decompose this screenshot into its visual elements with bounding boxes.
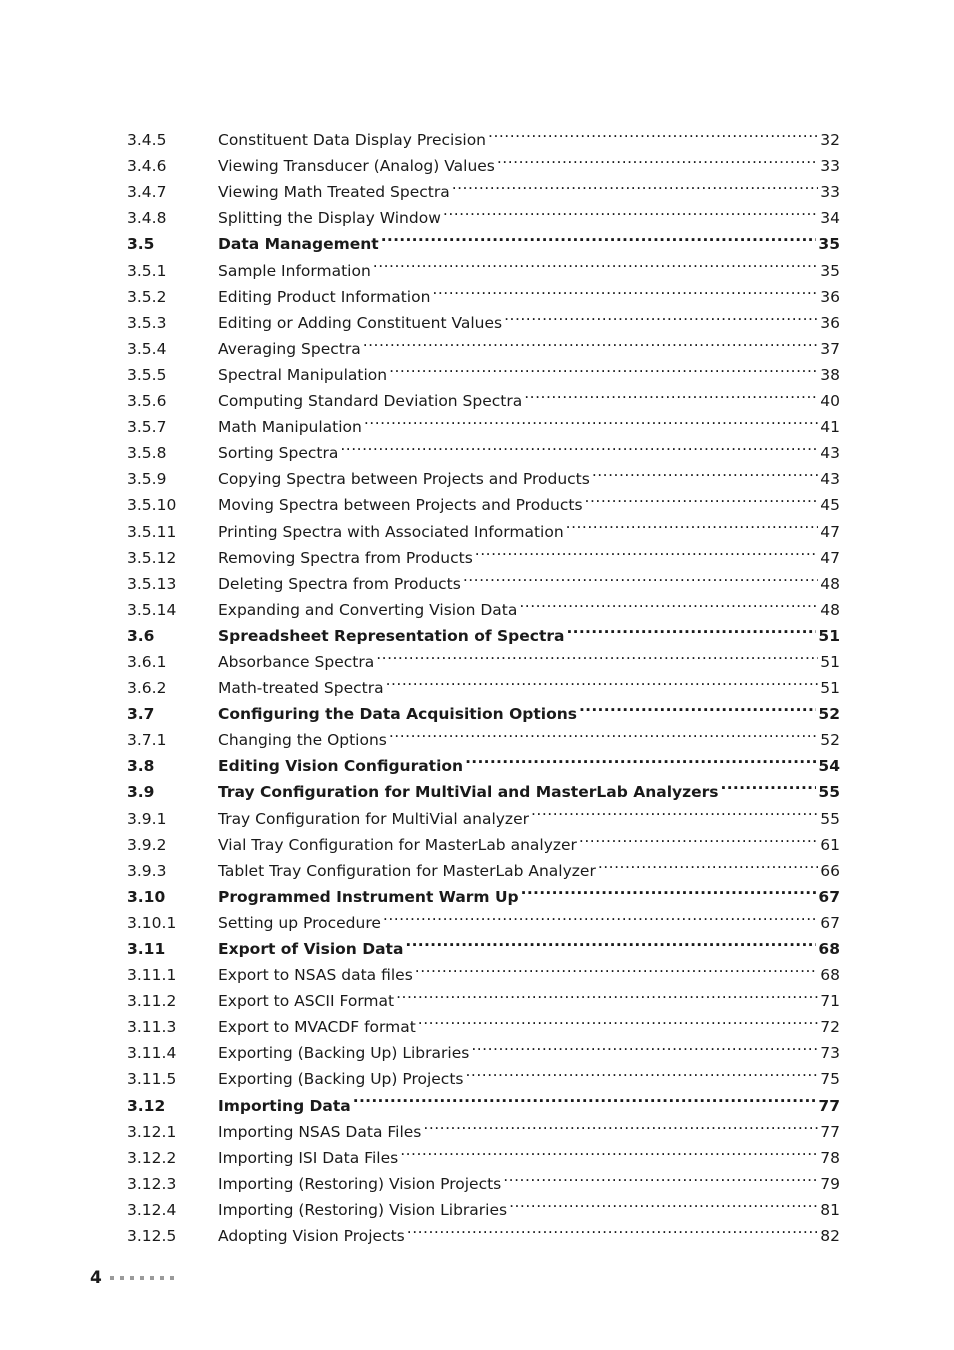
toc-section-number: 3.11 (127, 940, 166, 958)
toc-entry-title: Constituent Data Display Precision (218, 131, 487, 150)
toc-section-number: 3.6.1 (127, 652, 167, 671)
toc-entry-title: Viewing Math Treated Spectra (218, 183, 450, 202)
toc-page-number: 66 (820, 861, 840, 880)
toc-page-number: 54 (818, 757, 840, 776)
toc-page-number: 71 (820, 992, 840, 1011)
toc-entry-title: Adopting Vision Projects (218, 1227, 405, 1246)
toc-row (127, 119, 840, 150)
toc-section-number: 3.11.1 (127, 966, 177, 985)
toc-entry-title: Importing ISI Data Files (218, 1148, 399, 1167)
toc-dot-leader (383, 902, 818, 928)
toc-page-number: 35 (820, 261, 840, 280)
toc-dot-leader (423, 1111, 818, 1137)
toc-page-number: 40 (820, 392, 840, 411)
toc-entry-title: Printing Spectra with Associated Information (218, 522, 564, 541)
toc-dot-leader (353, 1084, 817, 1110)
toc-dot-leader (386, 667, 819, 693)
toc-section-number: 3.5.4 (127, 339, 167, 358)
toc-section-number: 3.5.9 (127, 470, 167, 489)
toc-section-number: 3.9 (127, 783, 155, 802)
toc-dot-leader (373, 249, 818, 275)
toc-section-number: 3.12 (127, 1096, 166, 1115)
footer-dots-decoration (110, 1276, 174, 1280)
toc-section-number: 3.12.1 (127, 1122, 177, 1141)
toc-dot-leader (497, 145, 818, 171)
toc-entry-title: Vial Tray Configuration for MasterLab analyzer (218, 835, 577, 854)
toc-entry-title: Export to MVACDF format (218, 1018, 416, 1037)
toc-entry-title: Math-treated Spectra (218, 679, 384, 698)
toc-dot-leader (465, 745, 816, 771)
toc-page-number: 47 (820, 522, 840, 541)
toc-dot-leader (488, 119, 818, 145)
toc-section-number: 3.9.1 (127, 809, 167, 828)
toc-entry-title: Configuring the Data Acquisition Options (218, 705, 577, 724)
toc-page-number: 48 (820, 600, 840, 619)
toc-section-number: 3.5.8 (127, 444, 167, 463)
toc-section-number: 3.5.11 (127, 522, 177, 541)
toc-page-number: 47 (820, 548, 840, 567)
toc-section-number: 3.5.3 (127, 313, 167, 332)
toc-dot-leader (418, 1006, 818, 1032)
toc-page-number: 68 (820, 966, 840, 985)
toc-dot-leader (721, 771, 817, 797)
toc-section-number: 3.9.2 (127, 835, 167, 854)
toc-entry-title: Splitting the Display Window (218, 209, 441, 228)
toc-entry-title: Computing Standard Deviation Spectra (218, 392, 523, 411)
toc-dot-leader (521, 876, 817, 902)
toc-entry-title: Spectral Manipulation (218, 365, 388, 384)
toc-entry-title: Spreadsheet Representation of Spectra (218, 626, 565, 645)
toc-section-number: 3.5.13 (127, 574, 177, 593)
toc-entry-title: Importing (Restoring) Vision Libraries (218, 1200, 508, 1219)
toc-dot-leader (405, 928, 816, 954)
toc-section-number: 3.11.4 (127, 1044, 177, 1063)
toc-page-number: 51 (818, 626, 840, 645)
toc-dot-leader (452, 171, 819, 197)
toc-page-number: 75 (820, 1070, 840, 1089)
toc-page-number: 73 (820, 1044, 840, 1063)
toc-entry-title: Importing (Restoring) Vision Projects (218, 1174, 502, 1193)
toc-dot-leader (566, 615, 816, 641)
toc-entry-title: Sample Information (218, 261, 371, 280)
toc-page-number: 77 (820, 1122, 840, 1141)
toc-dot-leader (396, 980, 818, 1006)
toc-section-number: 3.11.3 (127, 1018, 177, 1037)
toc-section-number: 3.7 (127, 705, 155, 724)
toc-section-number: 3.5.1 (127, 261, 167, 280)
toc-dot-leader (524, 380, 818, 406)
toc-page-number: 43 (820, 470, 840, 489)
toc-page-number: 77 (818, 1096, 840, 1115)
toc-dot-leader (463, 563, 818, 589)
toc-section-number: 3.10 (127, 887, 166, 906)
toc-section-number: 3.4.8 (127, 209, 167, 228)
toc-section-number: 3.5 (127, 235, 155, 254)
toc-entry-title: Removing Spectra from Products (218, 548, 473, 567)
toc-entry-title: Editing Vision Configuration (218, 757, 464, 776)
toc-section-number: 3.4.5 (127, 131, 167, 150)
toc-entry-title: Absorbance Spectra (218, 652, 375, 671)
toc-page-number: 79 (820, 1174, 840, 1193)
toc-section-number: 3.12.2 (127, 1148, 177, 1167)
toc-dot-leader (579, 693, 816, 719)
toc-dot-leader (509, 1189, 818, 1215)
toc-entry-title: Editing or Adding Constituent Values (218, 313, 503, 332)
toc-section-number: 3.11.2 (127, 992, 177, 1011)
toc-dot-leader (389, 354, 818, 380)
toc-dot-leader (519, 589, 818, 615)
toc-page-number: 33 (820, 183, 840, 202)
toc-section-number: 3.6 (127, 626, 155, 645)
toc-section-number: 3.5.12 (127, 548, 177, 567)
toc-section-number: 3.9.3 (127, 861, 167, 880)
toc-page-number: 72 (820, 1018, 840, 1037)
toc-entry-title: Deleting Spectra from Products (218, 574, 461, 593)
toc-dot-leader (340, 432, 818, 458)
toc-dot-leader (566, 510, 819, 536)
toc-section-number: 3.5.2 (127, 287, 167, 306)
toc-page-number: 34 (820, 209, 840, 228)
toc-entry-title: Changing the Options (218, 731, 387, 750)
toc-entry-title: Math Manipulation (218, 418, 362, 437)
toc-entry-title: Data Management (218, 235, 379, 254)
toc-dot-leader (443, 197, 818, 223)
toc-dot-leader (381, 223, 817, 249)
toc-page-number: 67 (820, 913, 840, 932)
toc-section-number: 3.5.6 (127, 392, 167, 411)
toc-section-number: 3.5.14 (127, 600, 177, 619)
toc-dot-leader (432, 276, 818, 302)
toc-page-number: 43 (820, 444, 840, 463)
toc-dot-leader (400, 1137, 818, 1163)
toc-entry-title: Tablet Tray Configuration for MasterLab Analyzer (218, 861, 596, 880)
toc-page-number: 51 (820, 652, 840, 671)
toc-entry-title: Exporting (Backing Up) Libraries (218, 1044, 470, 1063)
toc-dot-leader (475, 537, 818, 563)
toc-section-number: 3.10.1 (127, 913, 177, 932)
toc-section-number: 3.12.5 (127, 1227, 177, 1246)
toc-section-number: 3.4.7 (127, 183, 167, 202)
toc-dot-leader (415, 954, 819, 980)
toc-section-number: 3.5.7 (127, 418, 167, 437)
toc-dot-leader (364, 406, 818, 432)
toc-page-number: 38 (820, 365, 840, 384)
toc-page-number: 61 (820, 835, 840, 854)
toc-page-number: 36 (820, 287, 840, 306)
toc-dot-leader (585, 484, 819, 510)
toc-page-number: 37 (820, 339, 840, 358)
toc-page-number: 32 (820, 131, 840, 150)
toc-entry-title: Tray Configuration for MultiVial and MasterLab Analyzers (218, 783, 719, 802)
toc-page-number: 51 (820, 679, 840, 698)
toc-dot-leader (465, 1058, 818, 1084)
toc-entry-title: Export of Vision Data (218, 940, 404, 958)
toc-page-number: 52 (820, 731, 840, 750)
toc-entry-title: Viewing Transducer (Analog) Values (218, 157, 495, 176)
toc-section-number: 3.12.3 (127, 1174, 177, 1193)
toc-entry-title: Copying Spectra between Projects and Products (218, 470, 590, 489)
toc-entry-title: Programmed Instrument Warm Up (218, 887, 519, 906)
toc-entry-title: Sorting Spectra (218, 444, 339, 463)
toc-page-number: 48 (820, 574, 840, 593)
toc-page-number: 55 (820, 809, 840, 828)
toc-entry-title: Export to NSAS data files (218, 966, 413, 985)
toc-page-number: 33 (820, 157, 840, 176)
toc-page-number: 81 (820, 1200, 840, 1219)
toc-section-number: 3.12.4 (127, 1200, 177, 1219)
toc-entry-title: Importing Data (218, 1096, 351, 1115)
toc-dot-leader (504, 302, 818, 328)
toc-dot-leader (471, 1032, 818, 1058)
toc-page-number: 78 (820, 1148, 840, 1167)
toc-entry-title: Importing NSAS Data Files (218, 1122, 422, 1141)
toc-dot-leader (579, 824, 818, 850)
toc-page-number: 36 (820, 313, 840, 332)
toc-page-number: 45 (820, 496, 840, 515)
toc-dot-leader (376, 641, 818, 667)
toc-section-number: 3.5.5 (127, 365, 167, 384)
toc-page-number: 55 (818, 783, 840, 802)
toc-page-number: 41 (820, 418, 840, 437)
toc-section-number: 3.8 (127, 757, 155, 776)
toc-dot-leader (531, 797, 818, 823)
toc-entry-title: Tray Configuration for MultiVial analyzer (218, 809, 529, 828)
toc-entry-title: Setting up Procedure (218, 913, 381, 932)
toc-section-number: 3.7.1 (127, 731, 167, 750)
toc-section-number: 3.5.10 (127, 496, 177, 515)
toc-dot-leader (592, 458, 818, 484)
toc-page-number: 35 (818, 235, 840, 254)
toc-page-number: 68 (818, 940, 840, 958)
toc-dot-leader (389, 719, 818, 745)
page-number: 4 (90, 1268, 102, 1288)
toc-dot-leader (503, 1163, 818, 1189)
toc-dot-leader (363, 328, 819, 354)
toc-page-number: 67 (818, 887, 840, 906)
toc-section-number: 3.6.2 (127, 679, 167, 698)
toc-page-number: 52 (818, 705, 840, 724)
toc-entry-title: Exporting (Backing Up) Projects (218, 1070, 464, 1089)
toc-entry-title: Export to ASCII Format (218, 992, 395, 1011)
toc-entry-title: Averaging Spectra (218, 339, 361, 358)
toc-section-number: 3.11.5 (127, 1070, 177, 1089)
toc-entry-title: Moving Spectra between Projects and Products (218, 496, 583, 515)
toc-page-number: 82 (820, 1227, 840, 1246)
toc-entry-title: Editing Product Information (218, 287, 431, 306)
page-footer (90, 1268, 174, 1288)
toc-dot-leader (598, 850, 818, 876)
table-of-contents (127, 119, 840, 1246)
toc-section-number: 3.4.6 (127, 157, 167, 176)
toc-dot-leader (407, 1215, 819, 1241)
toc-entry-title: Expanding and Converting Vision Data (218, 600, 518, 619)
